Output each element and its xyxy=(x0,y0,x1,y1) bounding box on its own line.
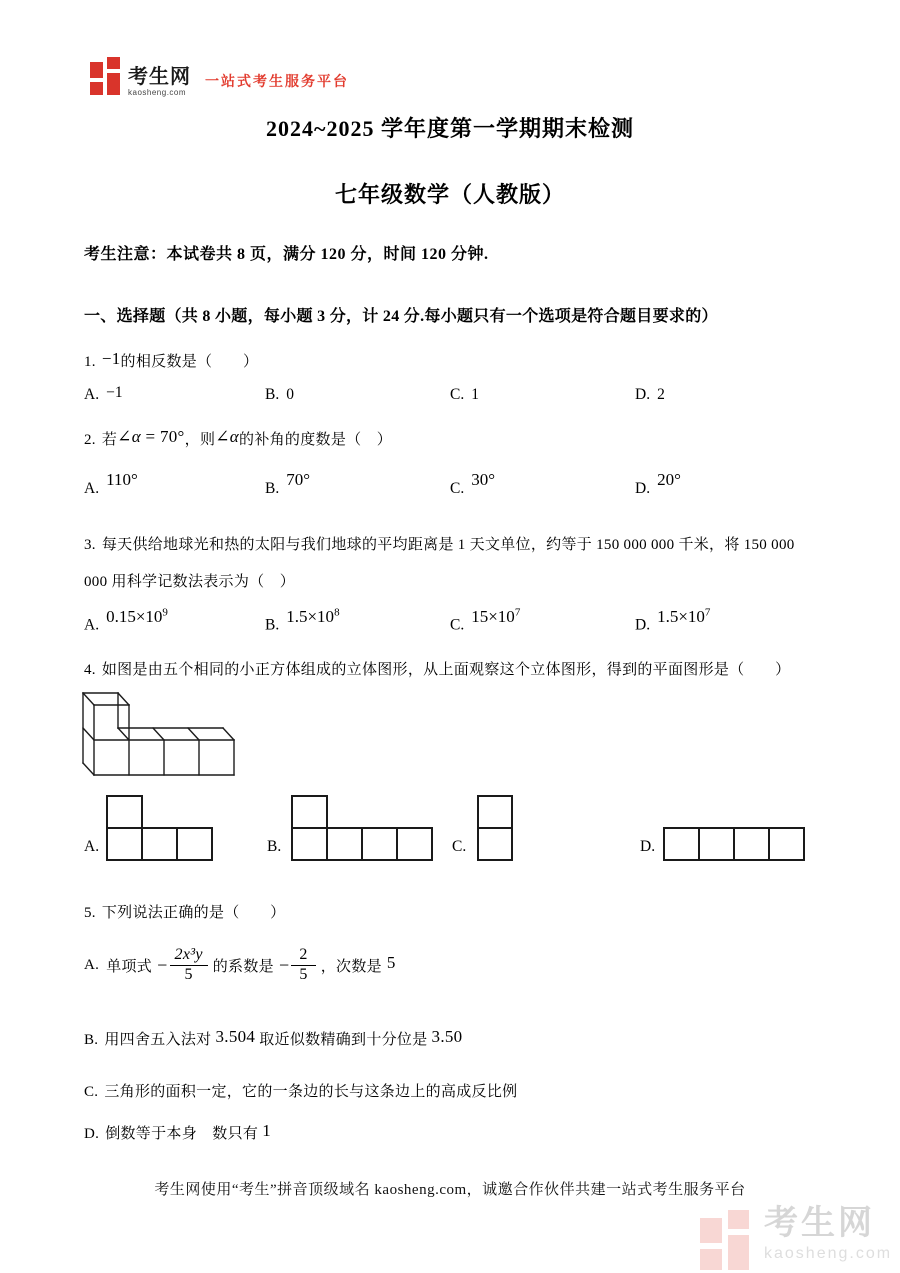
question-1-text: 的相反数是（ ） xyxy=(120,354,259,370)
q1-option-a: A. −1 xyxy=(84,384,123,403)
question-3-stem-line2: 000 用科学记数法表示为（ ） xyxy=(84,574,296,590)
q1-option-d: D. 2 xyxy=(635,386,665,403)
kaosheng-logo xyxy=(90,57,349,97)
q2-option-c: C. 30° xyxy=(450,470,496,497)
question-1-stem xyxy=(84,350,258,371)
q4-option-c-figure xyxy=(477,795,514,862)
q4-option-d-label: D. xyxy=(640,838,656,855)
question-4-number: 4. xyxy=(84,662,96,678)
q2-option-a: A. 110° xyxy=(84,470,138,497)
q4-cube-assembly-figure xyxy=(80,692,240,777)
q4-option-d-figure xyxy=(663,827,808,862)
watermark-domain: kaosheng.com xyxy=(764,1245,893,1262)
question-1-options xyxy=(0,386,900,412)
q1-option-c: C. 1 xyxy=(450,386,479,403)
q1-option-b: B. 0 xyxy=(265,386,294,403)
exam-title: 2024~2025 学年度第一学期期末检测 xyxy=(266,116,634,141)
q3-option-d: D. $1.5\times 10^7$ xyxy=(635,606,711,634)
q4-option-a-label: A. xyxy=(84,838,100,855)
q4-option-b-label: B. xyxy=(267,838,282,855)
section-1-header: 一、选择题（共 8 小题，每小题 3 分，计 24 分.每小题只有一个选项是符合题目要求的） xyxy=(84,308,718,325)
q5-fraction-2: − $\frac{2}{5}$ xyxy=(279,946,316,984)
q5-option-c: C. 三角形的面积一定，它的一条边的长与这条边上的高成反比例 xyxy=(84,1084,518,1100)
kaosheng-logo-icon xyxy=(90,57,122,97)
q2-option-d: D. 20° xyxy=(635,470,681,497)
q5-option-b: B. 用四舍五入法对 3.504 取近似数精确到十分位是 3.50 xyxy=(84,1027,463,1048)
q5-fraction-1: − $\frac{\text{2x³y}}{5}$ xyxy=(157,946,208,984)
logo-text-block xyxy=(128,67,191,97)
q3-option-b: B. $1.5\times 10^8$ xyxy=(265,606,340,634)
q3-option-c: C. $15\times 10^7$ xyxy=(450,606,521,634)
q4-option-b-figure xyxy=(291,795,436,862)
question-2-number: 2. xyxy=(84,432,96,448)
question-1-math: −1 xyxy=(101,349,121,368)
q4-option-c-label: C. xyxy=(452,838,467,855)
question-1-number: 1. xyxy=(84,354,96,370)
watermark-text-block xyxy=(764,1206,892,1262)
question-5-number: 5. xyxy=(84,905,96,921)
kaosheng-watermark xyxy=(700,1206,892,1272)
question-2-options xyxy=(0,470,900,504)
question-3-number: 3. xyxy=(84,537,96,553)
q5-option-d: D. 倒数等于本身 数只有 1 xyxy=(84,1121,272,1142)
question-3-options xyxy=(0,606,900,640)
q3-option-a: A. $0.15\times 10^9$ xyxy=(84,606,168,634)
logo-domain: kaosheng.com xyxy=(128,88,187,97)
watermark-name: 考生网 xyxy=(764,1204,875,1242)
question-2-math-2: ∠α xyxy=(215,427,240,446)
question-2-math-1: ∠α xyxy=(117,427,141,446)
q5-option-a: A. 单项式 − $\frac{\text{2x³y}}{5}$ 的系数是 − $\frac{2}{5}$ ，次数是 5 xyxy=(84,946,396,983)
logo-name: 考生网 xyxy=(128,66,191,88)
logo-tagline: 一站式考生服务平台 xyxy=(205,73,349,89)
q4-option-a-figure xyxy=(106,795,216,862)
footer-promo-text: 考生网使用“考生”拼音顶级域名 kaosheng.com，诚邀合作伙伴共建一站式考生服务平台 xyxy=(154,1182,746,1198)
q5-option-a-label: A. xyxy=(84,956,100,973)
question-4-stem: 4. 如图是由五个相同的小正方体组成的立体图形，从上面观察这个立体图形，得到的平面图形是（ ） xyxy=(84,662,791,678)
q2-option-b: B. 70° xyxy=(265,470,311,497)
question-5-stem: 5. 下列说法正确的是（ ） xyxy=(84,905,286,921)
exam-subtitle: 七年级数学（人教版） xyxy=(334,182,565,207)
question-3-stem-line1: 3. 每天供给地球光和热的太阳与我们地球的平均距离是 1 天文单位，约等于 150 000 000 千米，将 150 000 xyxy=(84,537,795,553)
candidate-notice: 考生注意：本试卷共 8 页，满分 120 分，时间 120 分钟. xyxy=(84,246,489,263)
question-2-stem: 2. 若∠α = 70°，则∠α的补角的度数是（ ） xyxy=(84,427,393,448)
kaosheng-watermark-icon xyxy=(700,1210,754,1272)
